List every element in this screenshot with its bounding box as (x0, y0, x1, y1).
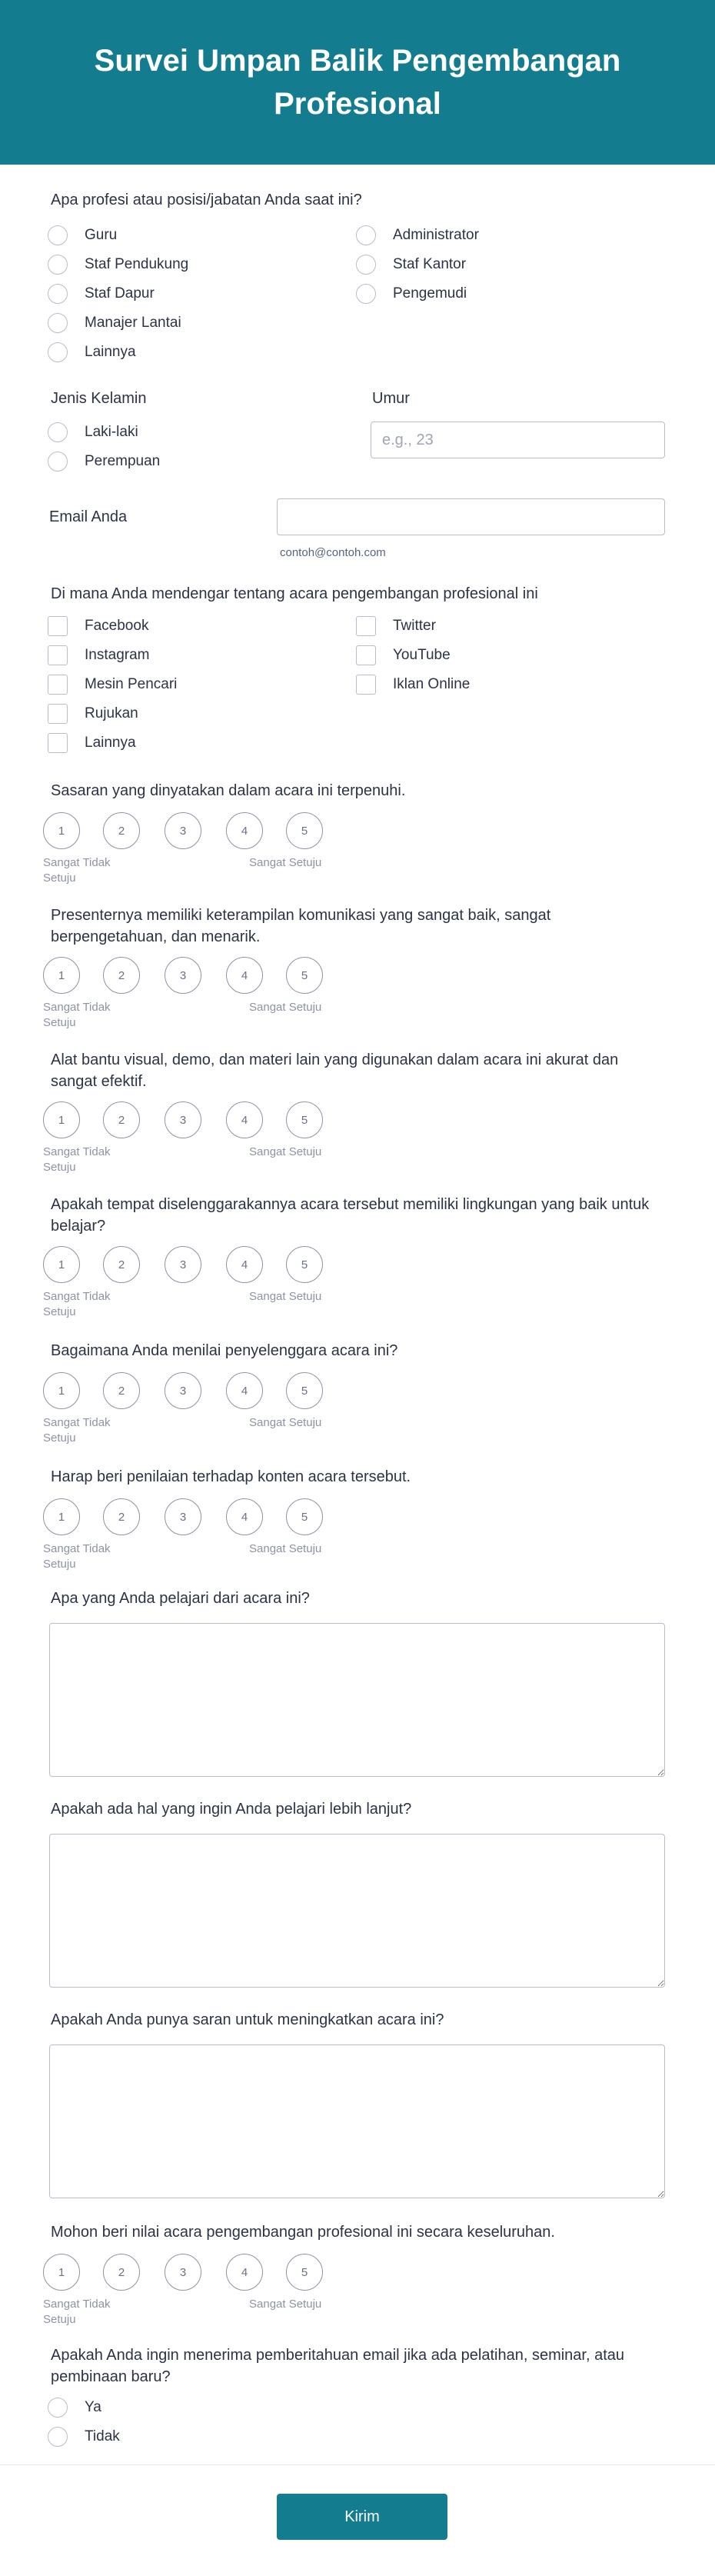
rating-6-scale-option-1[interactable]: 1 (43, 1498, 80, 1535)
email-sublabel: contoh@contoh.com (280, 546, 386, 559)
rating-6-scale-option-3[interactable]: 3 (165, 1498, 201, 1535)
rating-1-scale-min-label: Sangat Tidak Setuju (43, 856, 111, 885)
age-input[interactable] (371, 422, 665, 458)
overall-label: Mohon beri nilai acara pengembangan profesional ini secara keseluruhan. (51, 2224, 555, 2241)
checkbox[interactable] (48, 704, 68, 724)
email-label: Email Anda (49, 508, 128, 525)
source-option-lainnya[interactable]: Lainnya (48, 732, 136, 754)
overall-scale-max-label: Sangat Setuju (249, 2298, 322, 2311)
rating-2-scale-option-4[interactable]: 4 (226, 957, 263, 994)
email-input[interactable] (277, 498, 665, 535)
overall-scale-min-label: Sangat Tidak Setuju (43, 2298, 111, 2326)
rating-4-scale-option-1[interactable]: 1 (43, 1246, 80, 1283)
rating-1-scale-option-2[interactable]: 2 (103, 812, 140, 849)
rating-question-label-5: Bagaimana Anda menilai penyelenggara acara ini? (51, 1342, 398, 1359)
rating-3-scale-option-1[interactable]: 1 (43, 1101, 80, 1138)
rating-question-label-3: Alat bantu visual, demo, dan materi lain yang digunakan dalam acara ini akurat dan sangat efektif. (51, 1051, 619, 1090)
profession-option-staf-kantor[interactable]: Staf Kantor (356, 254, 466, 275)
rating-question-label-6: Harap beri penilaian terhadap konten acara tersebut. (51, 1468, 411, 1485)
form-title: Survei Umpan Balik Pengembangan Profesional (94, 44, 621, 121)
rating-3-scale-option-2[interactable]: 2 (103, 1101, 140, 1138)
rating-6-scale-option-4[interactable]: 4 (226, 1498, 263, 1535)
rating-5-scale-option-2[interactable]: 2 (103, 1372, 140, 1409)
rating-question-label-2: Presenternya memiliki keterampilan komunikasi yang sangat baik, sangat berpengetahuan, dan menarik. (51, 907, 551, 945)
rating-6-scale-option-2[interactable]: 2 (103, 1498, 140, 1535)
profession-option-pengemudi[interactable]: Pengemudi (356, 283, 467, 305)
radio-circle[interactable] (48, 225, 68, 245)
profession-option-guru[interactable]: Guru (48, 225, 117, 246)
overall-scale-option-3[interactable]: 3 (165, 2254, 201, 2291)
overall-scale-option-5[interactable]: 5 (286, 2254, 323, 2291)
rating-3-scale-option-5[interactable]: 5 (286, 1101, 323, 1138)
suggestions-textarea[interactable] (49, 2044, 665, 2198)
checkbox[interactable] (48, 616, 68, 636)
rating-6-scale-max-label: Sangat Setuju (249, 1542, 322, 1555)
source-option-mesin-pencari[interactable]: Mesin Pencari (48, 674, 177, 695)
rating-1-scale-option-1[interactable]: 1 (43, 812, 80, 849)
source-label: Di mana Anda mendengar tentang acara pengembangan profesional ini (51, 585, 538, 602)
notify-label: Apakah Anda ingin menerima pemberitahuan email jika ada pelatihan, seminar, atau pembinaan baru? (51, 2347, 625, 2385)
radio-circle[interactable] (48, 422, 68, 442)
checkbox[interactable] (356, 675, 376, 695)
submit-button[interactable]: Kirim (277, 2494, 447, 2540)
textarea-label-learned: Apa yang Anda pelajari dari acara ini? (51, 1590, 310, 1607)
learn-more-textarea[interactable] (49, 1834, 665, 1988)
notify-option-tidak[interactable]: Tidak (48, 2426, 120, 2448)
profession-option-staf-dapur[interactable]: Staf Dapur (48, 283, 155, 305)
gender-option-perempuan[interactable]: Perempuan (48, 451, 160, 472)
rating-3-scale-option-4[interactable]: 4 (226, 1101, 263, 1138)
rating-5-scale-max-label: Sangat Setuju (249, 1416, 322, 1429)
form-header (0, 0, 715, 165)
rating-4-scale-min-label: Sangat Tidak Setuju (43, 1290, 111, 1318)
checkbox[interactable] (48, 645, 68, 665)
rating-5-scale-option-5[interactable]: 5 (286, 1372, 323, 1409)
profession-option-staf-pendukung[interactable]: Staf Pendukung (48, 254, 188, 275)
rating-2-scale-option-1[interactable]: 1 (43, 957, 80, 994)
checkbox[interactable] (356, 616, 376, 636)
rating-6-scale-option-5[interactable]: 5 (286, 1498, 323, 1535)
gender-option-laki-laki[interactable]: Laki-laki (48, 422, 138, 443)
source-option-facebook[interactable]: Facebook (48, 615, 148, 637)
rating-question-label-4: Apakah tempat diselenggarakannya acara tersebut memiliki lingkungan yang baik untuk belajar? (51, 1196, 650, 1235)
rating-5-scale-option-1[interactable]: 1 (43, 1372, 80, 1409)
rating-4-scale-max-label: Sangat Setuju (249, 1290, 322, 1303)
rating-3-scale-option-3[interactable]: 3 (165, 1101, 201, 1138)
checkbox[interactable] (356, 645, 376, 665)
gender-label: Jenis Kelamin (51, 390, 147, 407)
learned-textarea[interactable] (49, 1623, 665, 1777)
profession-label: Apa profesi atau posisi/jabatan Anda saat ini? (51, 192, 362, 208)
survey-form (0, 165, 715, 2576)
radio-circle[interactable] (356, 284, 376, 304)
rating-2-scale-option-2[interactable]: 2 (103, 957, 140, 994)
notify-option-ya[interactable]: Ya (48, 2397, 101, 2418)
checkbox[interactable] (48, 675, 68, 695)
radio-circle[interactable] (356, 225, 376, 245)
radio-circle[interactable] (48, 2398, 68, 2418)
source-option-instagram[interactable]: Instagram (48, 645, 149, 666)
source-option-iklan-online[interactable]: Iklan Online (356, 674, 470, 695)
checkbox[interactable] (48, 733, 68, 753)
radio-circle[interactable] (48, 284, 68, 304)
rating-5-scale-min-label: Sangat Tidak Setuju (43, 1416, 111, 1445)
textarea-label-learn-more: Apakah ada hal yang ingin Anda pelajari lebih lanjut? (51, 1801, 412, 1818)
rating-4-scale-option-4[interactable]: 4 (226, 1246, 263, 1283)
rating-2-scale-max-label: Sangat Setuju (249, 1001, 322, 1014)
radio-circle[interactable] (48, 452, 68, 472)
rating-6-scale-min-label: Sangat Tidak Setuju (43, 1542, 111, 1571)
rating-2-scale-option-3[interactable]: 3 (165, 957, 201, 994)
profession-option-manajer-lantai[interactable]: Manajer Lantai (48, 312, 181, 334)
rating-3-scale-min-label: Sangat Tidak Setuju (43, 1145, 111, 1174)
age-label: Umur (372, 390, 410, 407)
overall-scale-option-1[interactable]: 1 (43, 2254, 80, 2291)
radio-circle[interactable] (356, 255, 376, 275)
radio-circle[interactable] (48, 2427, 68, 2447)
radio-circle[interactable] (48, 342, 68, 362)
rating-1-scale-max-label: Sangat Setuju (249, 856, 322, 869)
rating-3-scale-max-label: Sangat Setuju (249, 1145, 322, 1158)
rating-4-scale-option-5[interactable]: 5 (286, 1246, 323, 1283)
rating-question-label-1: Sasaran yang dinyatakan dalam acara ini terpenuhi. (51, 782, 406, 799)
rating-4-scale-option-3[interactable]: 3 (165, 1246, 201, 1283)
textarea-label-suggestions: Apakah Anda punya saran untuk meningkatkan acara ini? (51, 2011, 444, 2028)
overall-scale-option-4[interactable]: 4 (226, 2254, 263, 2291)
rating-1-scale-option-5[interactable]: 5 (286, 812, 323, 849)
rating-4-scale-option-2[interactable]: 2 (103, 1246, 140, 1283)
rating-1-scale-option-3[interactable]: 3 (165, 812, 201, 849)
source-option-youtube[interactable]: YouTube (356, 645, 451, 666)
profession-option-administrator[interactable]: Administrator (356, 225, 479, 246)
rating-2-scale-option-5[interactable]: 5 (286, 957, 323, 994)
source-option-twitter[interactable]: Twitter (356, 615, 436, 637)
rating-5-scale-option-4[interactable]: 4 (226, 1372, 263, 1409)
source-option-rujukan[interactable]: Rujukan (48, 703, 138, 725)
rating-2-scale-min-label: Sangat Tidak Setuju (43, 1001, 111, 1029)
rating-5-scale-option-3[interactable]: 3 (165, 1372, 201, 1409)
overall-scale-option-2[interactable]: 2 (103, 2254, 140, 2291)
radio-circle[interactable] (48, 313, 68, 333)
radio-circle[interactable] (48, 255, 68, 275)
profession-option-lainnya[interactable]: Lainnya (48, 342, 136, 363)
footer-divider (0, 2464, 715, 2465)
rating-1-scale-option-4[interactable]: 4 (226, 812, 263, 849)
